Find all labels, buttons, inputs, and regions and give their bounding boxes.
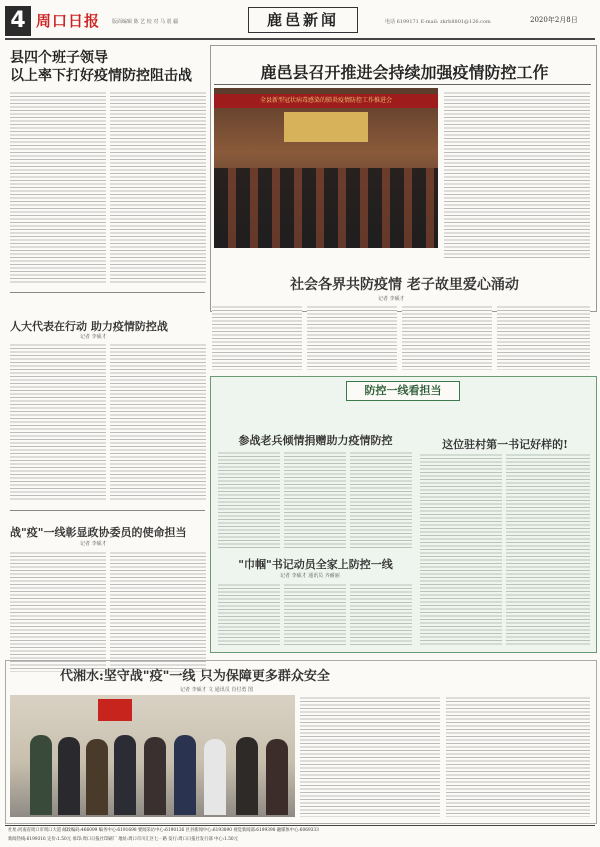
bottom-body-1 <box>300 695 440 817</box>
feature-title: 社会各界共防疫情 老子故里爱心涌动 <box>290 277 519 293</box>
lead-photo <box>214 88 438 248</box>
left-divider-2 <box>10 510 205 511</box>
stage-screen <box>284 112 368 142</box>
frontline-story-1-body-1 <box>218 450 280 550</box>
frontline-story-3-byline: 记者 李硕才 通讯员 齐耐丽 <box>280 573 340 579</box>
person-2 <box>58 737 80 815</box>
feature-byline: 记者 李硕才 <box>378 296 405 302</box>
person-6 <box>174 735 196 815</box>
frontline-box-title: 防控一线看担当 <box>346 381 460 401</box>
frontline-story-3-body-2 <box>284 582 346 647</box>
person-4 <box>114 735 136 815</box>
person-5 <box>144 737 166 815</box>
left-article-3-body-2 <box>110 550 206 672</box>
masthead <box>0 0 600 42</box>
frontline-story-1-body-2 <box>284 450 346 550</box>
frontline-story-1-title: 参战老兵倾情捐赠助力疫情防控 <box>238 434 393 447</box>
feature-body-1 <box>212 304 302 370</box>
meeting-banner: 全县新型冠状病毒感染的肺炎疫情防控工作推进会 <box>214 94 438 108</box>
left-divider-1 <box>10 292 205 293</box>
frontline-story-2-body-2 <box>506 452 590 647</box>
person-7 <box>204 739 226 815</box>
footer-rule <box>5 825 595 826</box>
paper-name: 周口日报 <box>36 12 101 30</box>
bottom-photo <box>10 695 295 817</box>
frontline-story-3-body-1 <box>218 582 280 647</box>
lead-title: 鹿邑县召开推进会持续加强疫情防控工作 <box>260 63 549 82</box>
masthead-rule <box>5 38 595 40</box>
bottom-story-title: 代湘水:坚守战"疫"一线 只为保障更多群众安全 <box>60 669 330 684</box>
left-article-1-body-2 <box>110 90 206 285</box>
audience-rows <box>214 168 438 248</box>
person-9 <box>266 739 288 815</box>
left-article-2-body-2 <box>110 342 206 502</box>
left-article-3-byline: 记者 李硕才 <box>80 541 107 547</box>
page-number-badge: 4 <box>5 6 31 36</box>
editor-info: 版面编辑 陈 艺 校 对 马 震 疆 <box>112 19 179 25</box>
person-1 <box>30 735 52 815</box>
left-article-3-body <box>10 550 106 672</box>
bottom-story-byline: 记者 李硕才 文 通讯员 肖付勇 图 <box>180 687 253 693</box>
person-3 <box>86 739 108 815</box>
bottom-body-2 <box>446 695 590 817</box>
left-article-1-body <box>10 90 106 285</box>
red-flag <box>98 699 132 721</box>
frontline-story-3-body-3 <box>350 582 412 647</box>
footer-line-1: 社址:河南省周口市周口大道 邮政编码:466099 编务中心:6191698 要闻采访中心:6190126 区县新闻中心:6193890 视觉新闻部:6199398 融媒体中心:6069333 <box>8 828 319 833</box>
frontline-story-2-title: 这位驻村第一书记好样的! <box>442 438 568 451</box>
left-article-2-body <box>10 342 106 502</box>
frontline-story-2-body-1 <box>420 452 502 647</box>
issue-date: 2020年2月8日 <box>530 16 578 24</box>
section-title: 鹿邑新闻 <box>248 7 358 33</box>
left-article-3-title: 战"疫"一线彰显政协委员的使命担当 <box>10 526 187 539</box>
lead-title-rule <box>214 84 591 85</box>
left-headline-2: 以上率下打好疫情防控阻击战 <box>10 68 192 84</box>
left-article-2-byline: 记者 李硕才 <box>80 334 107 340</box>
lead-body-right <box>444 90 590 258</box>
left-headline-1: 县四个班子领导 <box>10 50 108 66</box>
feature-body-4 <box>497 304 590 370</box>
meta-right: 电话 6199171 E-mail: zkrb8801@126.com <box>385 19 491 25</box>
person-8 <box>236 737 258 815</box>
feature-body-2 <box>307 304 397 370</box>
left-article-2-title: 人大代表在行动 助力疫情防控战 <box>10 320 168 333</box>
frontline-story-3-title: "巾帼"书记动员全家上防控一线 <box>238 558 393 571</box>
feature-body-3 <box>402 304 492 370</box>
frontline-story-1-body-3 <box>350 450 412 550</box>
footer-line-2: 新闻热线:6199316 定价:1.50元 承印:周口日报社印刷厂 地址:周口市川汇区七一路 发行:周口日报社发行部 中心:1.50元 <box>8 837 238 842</box>
